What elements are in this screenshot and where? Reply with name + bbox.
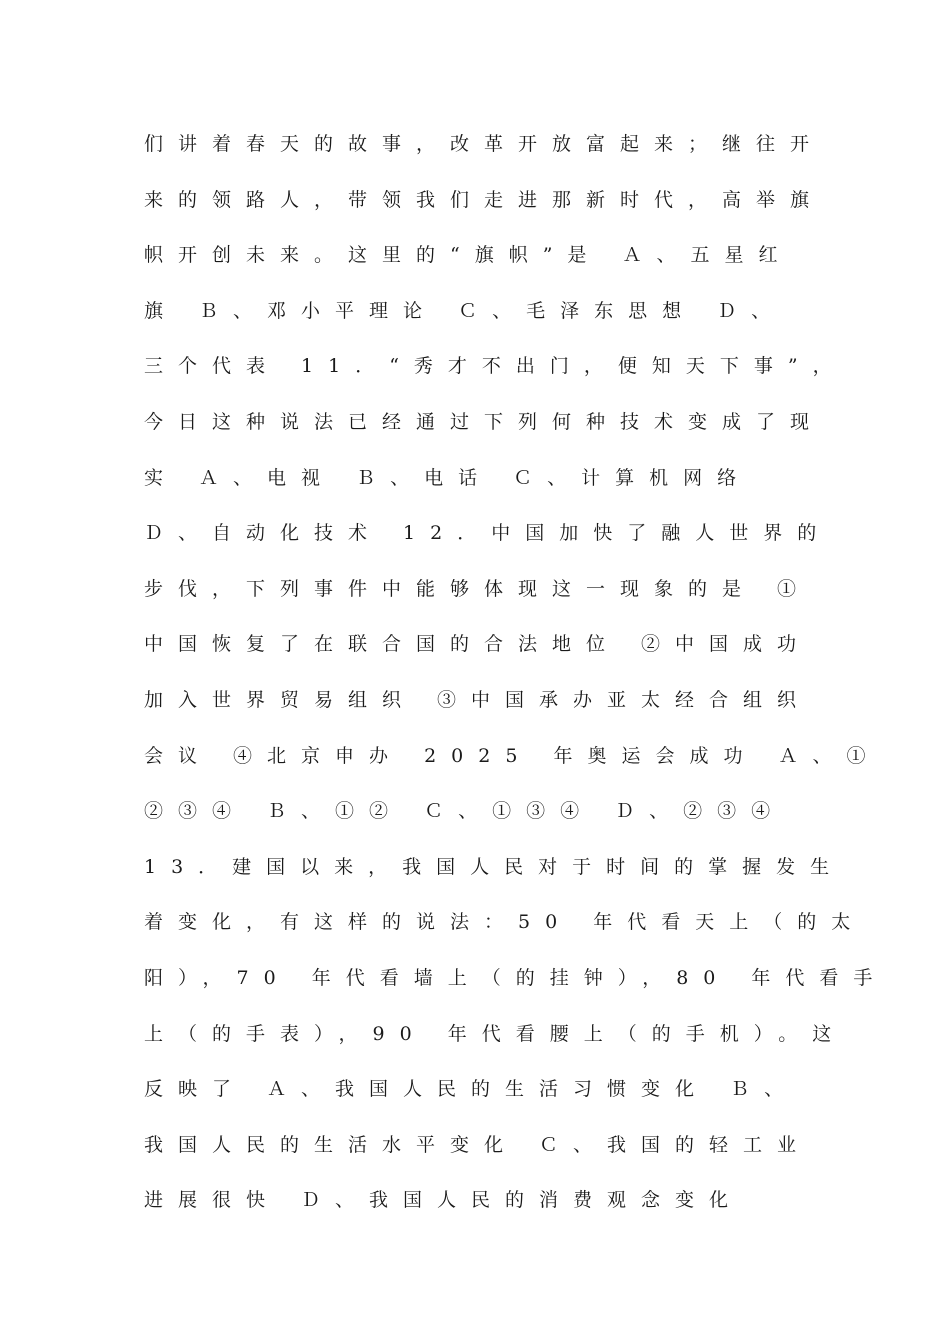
text-line: 进展很快 Ｄ、我国人民的消费观念变化 <box>144 1189 744 1212</box>
text-line: 旗 Ｂ、邓小平理论 Ｃ、毛泽东思想 Ｄ、 <box>144 299 786 322</box>
text-line: 我国人民的生活水平变化 Ｃ、我国的轻工业 <box>144 1133 812 1156</box>
text-line: 中国恢复了在联合国的合法地位 ②中国成功 <box>144 633 812 656</box>
text-line: 上（的手表），90 年代看腰上（的手机）。这 <box>144 1022 847 1045</box>
text-line: 着变化，有这样的说法：50 年代看天上（的太 <box>144 911 866 934</box>
text-line: 会议 ④北京申办 2025 年奥运会成功 Ａ、① <box>144 744 881 767</box>
text-line: Ｄ、自动化技术 12．中国加快了融人世界的 <box>144 522 832 545</box>
text-line: 反映了 Ａ、我国人民的生活习惯变化 Ｂ、 <box>144 1078 799 1101</box>
text-line: 实 Ａ、电视 Ｂ、电话 Ｃ、计算机网络 <box>144 466 752 489</box>
text-line: 今日这种说法已经通过下列何种技术变成了现 <box>144 410 825 433</box>
text-line: 加入世界贸易组织 ③中国承办亚太经合组织 <box>144 688 812 711</box>
text-line: 步伐，下列事件中能够体现这一现象的是 ① <box>144 577 812 600</box>
text-line: 阳），70 年代看墙上（的挂钟），80 年代看手 <box>144 966 888 989</box>
text-line: 三个代表 11．“秀才不出门，便知天下事”， <box>144 355 847 378</box>
text-line: 来的领路人，带领我们走进那新时代，高举旗 <box>144 188 825 211</box>
text-line: 帜开创未来。这里的“旗帜”是 Ａ、五星红 <box>144 244 793 267</box>
text-line: 们讲着春天的故事，改革开放富起来；继往开 <box>144 133 825 155</box>
text-line: ②③④ Ｂ、①② Ｃ、①③④ Ｄ、②③④ <box>144 800 786 823</box>
text-body <box>144 126 888 1238</box>
text-line: 13．建国以来，我国人民对于时间的掌握发生 <box>144 855 845 878</box>
